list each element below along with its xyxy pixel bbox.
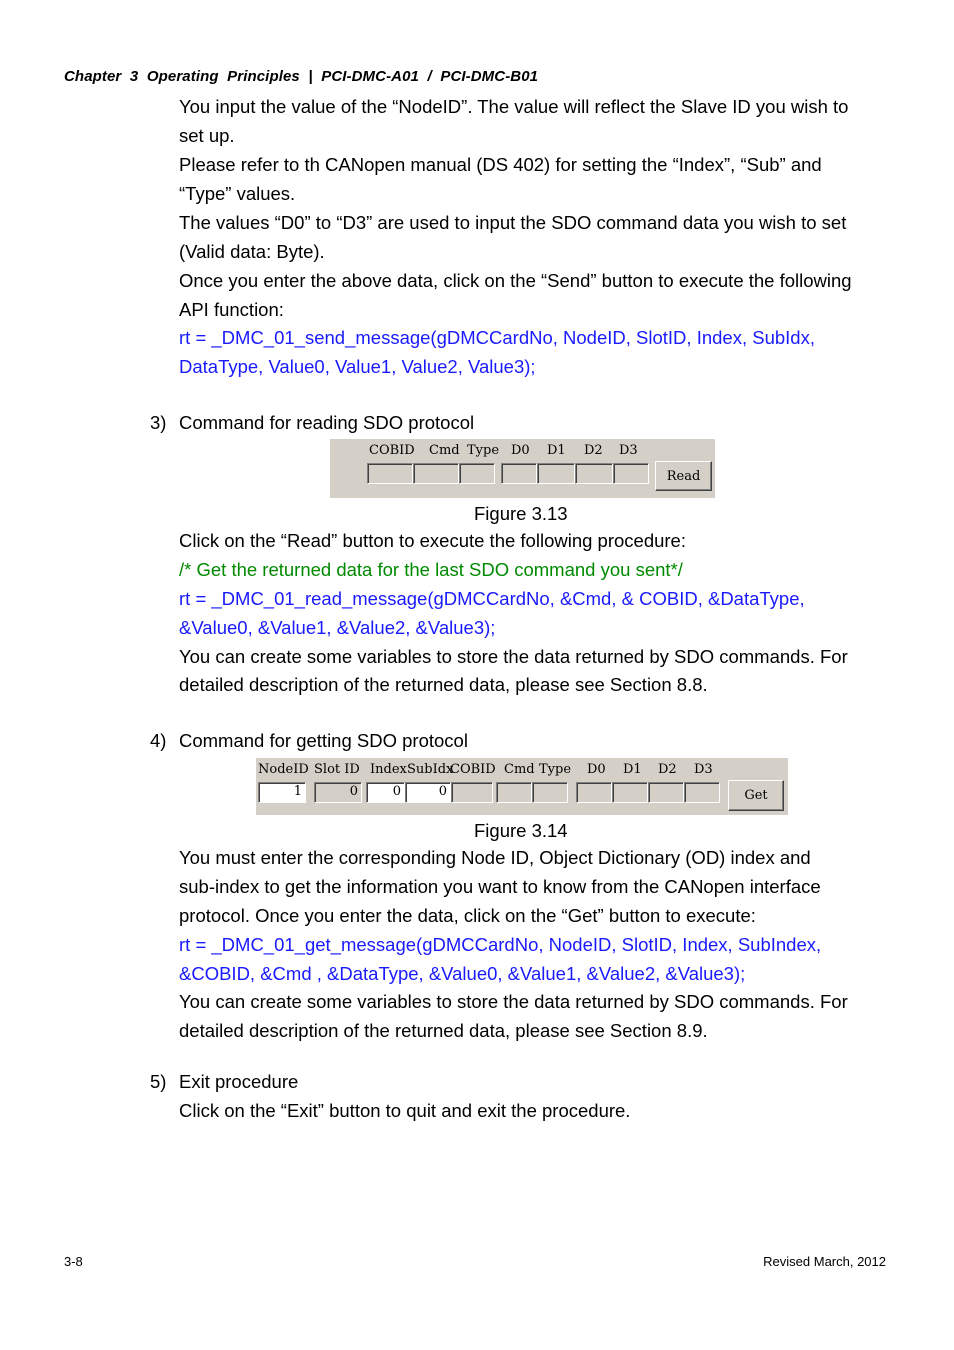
type-label: Type — [467, 443, 500, 458]
cmd-label: Cmd — [429, 443, 460, 458]
d2-field[interactable] — [575, 463, 613, 484]
d1-label: D1 — [623, 762, 642, 777]
d3-field[interactable] — [613, 463, 649, 484]
index-value: 0 — [392, 784, 401, 799]
body-line: Click on the “Exit” button to quit and exit the procedure. — [179, 1100, 631, 1121]
chapter-header: Chapter 3 Operating Principles | PCI-DMC-A01 / PCI-DMC-B01 — [64, 68, 539, 85]
body-line: You can create some variables to store the data returned by SDO commands. For — [179, 646, 848, 667]
body-line: detailed description of the returned data, please see Section 8.9. — [179, 1020, 708, 1041]
index-label: Index — [370, 762, 407, 777]
nodeid-value: 1 — [293, 784, 302, 799]
body-line: protocol. Once you enter the data, click on the “Get” button to execute: — [179, 905, 756, 926]
section-title: Exit procedure — [179, 1071, 299, 1092]
d0-label: D0 — [587, 762, 606, 777]
body-line: Click on the “Read” button to execute the following procedure: — [179, 530, 686, 551]
d3-field[interactable] — [684, 782, 720, 803]
read-sdo-panel — [330, 439, 715, 498]
send-code-line: DataType, Value0, Value1, Value2, Value3); — [179, 356, 536, 377]
get-code-line: rt = _DMC_01_get_message(gDMCCardNo, NodeID, SlotID, Index, SubIndex, — [179, 934, 822, 955]
intro-line: API function: — [179, 299, 284, 320]
d0-field[interactable] — [576, 782, 612, 803]
get-code-line: &COBID, &Cmd , &DataType, &Value0, &Value1, &Value2, &Value3); — [179, 963, 746, 984]
intro-line: The values “D0” to “D3” are used to input the SDO command data you wish to set — [179, 212, 847, 233]
d3-label: D3 — [619, 443, 638, 458]
get-sdo-panel — [256, 758, 788, 815]
index-field[interactable] — [366, 782, 405, 803]
cmd-field[interactable] — [496, 782, 532, 803]
intro-line: You input the value of the “NodeID”. The value will reflect the Slave ID you wish to — [179, 96, 849, 117]
d2-label: D2 — [584, 443, 603, 458]
slotid-field[interactable] — [314, 782, 362, 803]
d1-field[interactable] — [537, 463, 575, 484]
figure-caption: Figure 3.13 — [474, 503, 568, 524]
intro-line: Once you enter the above data, click on the “Send” button to execute the following — [179, 270, 852, 291]
revision-date: Revised March, 2012 — [763, 1254, 886, 1269]
d2-field[interactable] — [648, 782, 684, 803]
section-title: Command for reading SDO protocol — [179, 412, 475, 433]
intro-line: set up. — [179, 125, 235, 146]
read-code-line: &Value0, &Value1, &Value2, &Value3); — [179, 617, 496, 638]
subidx-field[interactable] — [405, 782, 451, 803]
d0-label: D0 — [511, 443, 530, 458]
cobid-label: COBID — [450, 762, 496, 777]
section-number: 5) — [150, 1071, 167, 1092]
cmd-field[interactable] — [413, 463, 459, 484]
cobid-label: COBID — [369, 443, 415, 458]
subidx-label: SubIdx — [407, 762, 454, 777]
body-line: detailed description of the returned data, please see Section 8.8. — [179, 674, 708, 695]
section-number: 4) — [150, 730, 167, 751]
cmd-label: Cmd — [504, 762, 535, 777]
d1-field[interactable] — [612, 782, 648, 803]
slotid-label: Slot ID — [314, 762, 360, 777]
cobid-field[interactable] — [367, 463, 413, 484]
section-number: 3) — [150, 412, 167, 433]
type-field[interactable] — [532, 782, 568, 803]
nodeid-label: NodeID — [258, 762, 309, 777]
type-field[interactable] — [459, 463, 495, 484]
d2-label: D2 — [658, 762, 677, 777]
body-line: sub-index to get the information you want to know from the CANopen interface — [179, 876, 821, 897]
intro-line: (Valid data: Byte). — [179, 241, 325, 262]
subidx-value: 0 — [438, 784, 447, 799]
code-comment: /* Get the returned data for the last SDO command you sent*/ — [179, 559, 683, 580]
intro-line: “Type” values. — [179, 183, 296, 204]
intro-line: Please refer to th CANopen manual (DS 402) for setting the “Index”, “Sub” and — [179, 154, 822, 175]
nodeid-field[interactable] — [258, 782, 306, 803]
page-number: 3-8 — [64, 1254, 83, 1269]
body-line: You can create some variables to store the data returned by SDO commands. For — [179, 991, 848, 1012]
d3-label: D3 — [694, 762, 713, 777]
cobid-field[interactable] — [451, 782, 493, 803]
slotid-value: 0 — [349, 784, 358, 799]
d1-label: D1 — [547, 443, 566, 458]
get-button[interactable]: Get — [728, 780, 784, 811]
body-line: You must enter the corresponding Node ID, Object Dictionary (OD) index and — [179, 847, 811, 868]
read-code-line: rt = _DMC_01_read_message(gDMCCardNo, &Cmd, & COBID, &DataType, — [179, 588, 805, 609]
type-label: Type — [539, 762, 572, 777]
figure-caption: Figure 3.14 — [474, 820, 568, 841]
send-code-line: rt = _DMC_01_send_message(gDMCCardNo, NodeID, SlotID, Index, SubIdx, — [179, 327, 815, 348]
section-title: Command for getting SDO protocol — [179, 730, 468, 751]
read-button[interactable]: Read — [655, 461, 712, 491]
d0-field[interactable] — [501, 463, 537, 484]
